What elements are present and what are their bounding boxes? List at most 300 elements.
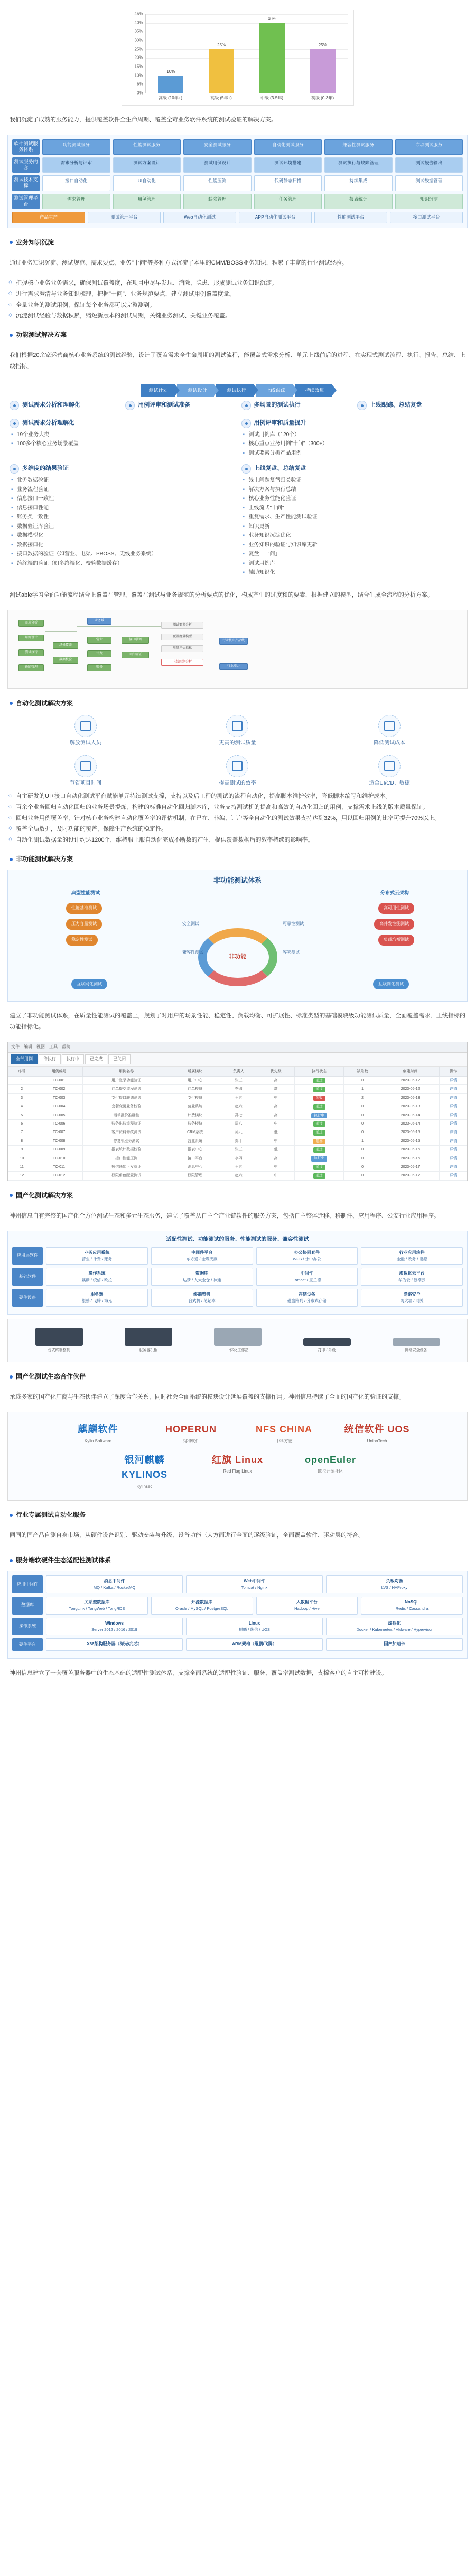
status-badge: 通过 xyxy=(313,1078,325,1083)
menu-edit[interactable]: 编辑 xyxy=(24,1044,32,1050)
table-cell: 账务出账流程验证 xyxy=(82,1119,170,1128)
table-cell: 赵六 xyxy=(220,1172,257,1180)
table-cell: 2023-05-17 xyxy=(381,1163,440,1171)
table-row[interactable] xyxy=(8,1172,467,1180)
section-title-tools: 行业专属测试自动化服务 xyxy=(0,1505,475,1521)
nonfunctional-paragraph: 建立了非功能测试体系，在质量性能测试的覆盖上，规划了对用户的场景性能、稳定性、负载均衡、可扩展性、标准类型的基础模块级功能测试质量，全面覆盖需求、上线指标的功能指标化。 xyxy=(10,1013,465,1031)
table-cell: 0 xyxy=(344,1146,381,1154)
wheel-pill: 互联网化测试 xyxy=(373,979,409,990)
pipeline-step: 测试执行 xyxy=(216,384,253,396)
table-cell: 0 xyxy=(344,1128,381,1137)
stack-cell-title: 国产加速卡 xyxy=(384,1641,405,1647)
row-action-link[interactable]: 详情 xyxy=(440,1154,467,1163)
status-badge: 执行中 xyxy=(311,1113,327,1118)
row-action-link[interactable]: 详情 xyxy=(440,1128,467,1137)
arch-cell: 功能测试服务 xyxy=(42,139,110,155)
col-title: 上线复盘、总结复盘 xyxy=(254,465,306,472)
table-cell: 2023-05-16 xyxy=(381,1154,440,1163)
partner-logo xyxy=(338,1422,417,1445)
arch-cell: 安全测试服务 xyxy=(183,139,252,155)
row-action-link[interactable]: 详情 xyxy=(440,1163,467,1171)
table-cell: 中 xyxy=(257,1093,294,1102)
stack-row xyxy=(12,1247,463,1265)
list-item: ▪ 跨终端的验证（如多终端化、校验数据缓存） xyxy=(17,559,234,569)
list-item: ◇ 全量业务的测试用例，保证每个业务都可以完整测到。 xyxy=(16,300,465,311)
stack-cell-title: 网络安全 xyxy=(403,1292,421,1297)
stack-cell xyxy=(326,1638,463,1650)
stack-cell-text: Docker / Kubernetes / VMware / Hypervisor xyxy=(356,1627,433,1632)
stack-cell-title: 存储设备 xyxy=(298,1292,315,1297)
list-item: ◇ 进行需求澄清与业务知识梳理，把握"十问"、业务规范要点，建立测试用例覆盖度量。 xyxy=(16,289,465,300)
table-cell: 中 xyxy=(257,1119,294,1128)
section-title-ecosystem: 国产化测试生态合作伙伴 xyxy=(0,1366,475,1383)
arch-cell: 任务管理 xyxy=(254,194,322,209)
table-cell: 郑十 xyxy=(220,1137,257,1145)
arch-tab[interactable]: Web自动化测试 xyxy=(163,212,236,223)
wheel-center-label: 非功能 xyxy=(229,954,246,960)
col-header: 用例编号 xyxy=(35,1067,82,1076)
table-cell xyxy=(294,1154,344,1163)
list-item: ▪ 核心重点业务用例"十问"（300+） xyxy=(249,439,466,449)
arch-tab[interactable]: 性能测试平台 xyxy=(314,212,387,223)
col-title: 上线跟踪、总结复盘 xyxy=(369,401,422,408)
stack-row-label: 硬件平台 xyxy=(12,1638,43,1650)
partner-logo xyxy=(105,1452,184,1490)
mindmap-node: 账务 xyxy=(87,664,111,672)
table-cell: 2 xyxy=(344,1093,381,1102)
test-flow-mindmap xyxy=(7,610,468,689)
list-item: ▪ 知识更新 xyxy=(249,522,466,532)
table-cell: TC-001 xyxy=(35,1076,82,1084)
stack-cell-text: Tomcat / 宝兰德 xyxy=(293,1277,321,1282)
table-cell: 李四 xyxy=(220,1085,257,1093)
tab-running[interactable]: 执行中 xyxy=(62,1054,84,1064)
arch-cell: 测试用例设计 xyxy=(183,157,252,173)
device-item xyxy=(393,1338,440,1353)
mindmap-node: 测试执行 xyxy=(18,649,44,657)
col-online-review xyxy=(241,464,466,578)
menu-help[interactable]: 帮助 xyxy=(62,1044,70,1050)
y-tick: 35% xyxy=(134,29,143,34)
row-action-link[interactable]: 详情 xyxy=(440,1172,467,1180)
table-cell: TC-004 xyxy=(35,1102,82,1111)
stack-cell-text: 麒麟 / 统信 / UOS xyxy=(239,1627,270,1632)
list-item: ▪ 核心业务性能化验证 xyxy=(249,494,466,504)
stack-cell-title: ARM架构（鲲鹏/飞腾） xyxy=(232,1641,277,1647)
bullet-dot-icon xyxy=(10,401,19,410)
table-row[interactable] xyxy=(8,1093,467,1102)
benefit-label: 降低测试成本 xyxy=(374,740,406,746)
list-item: ▪ 接口数据的验证（如营业、电渠、PBOSS、无线业务系统） xyxy=(17,550,234,559)
logo-caption: Kylin Software xyxy=(84,1438,112,1443)
row-action-link[interactable]: 详情 xyxy=(440,1085,467,1093)
bar-column xyxy=(209,43,234,93)
table-cell: 张三 xyxy=(220,1076,257,1084)
table-cell: 计费模块 xyxy=(170,1111,220,1119)
table-cell: 张三 xyxy=(220,1146,257,1154)
logo-caption: 欧拉开源社区 xyxy=(318,1469,343,1474)
table-cell xyxy=(294,1137,344,1145)
stack-cell xyxy=(46,1618,183,1636)
stack-row xyxy=(12,1597,463,1615)
stack-cell-title: 虚拟化云平台 xyxy=(399,1271,425,1276)
table-cell: 营业系统 xyxy=(170,1137,220,1145)
table-cell: 2 xyxy=(8,1085,35,1093)
table-cell: TC-007 xyxy=(35,1128,82,1137)
table-cell: 低 xyxy=(257,1128,294,1137)
arch-tab[interactable]: 产品生产 xyxy=(12,212,85,223)
status-badge: 失败 xyxy=(313,1096,325,1101)
mindmap-node: 营业 xyxy=(87,637,111,644)
table-cell: 支付模块 xyxy=(170,1093,220,1102)
table-cell: CRM系统 xyxy=(170,1128,220,1137)
stack-cell-title: 大数据平台 xyxy=(296,1599,318,1605)
table-cell: 12 xyxy=(8,1172,35,1180)
arch-cell: 报表统计 xyxy=(324,194,393,209)
stack-cell xyxy=(256,1247,358,1265)
stack-cell-title: 虚拟化 xyxy=(388,1620,401,1626)
arch-cell: 兼容性测试服务 xyxy=(324,139,393,155)
col-header: 用例名称 xyxy=(82,1067,170,1076)
menu-tools[interactable]: 工具 xyxy=(49,1044,58,1050)
table-cell: 2023-05-14 xyxy=(381,1119,440,1128)
stack-cell-text: 东方通 / 金蝶天燕 xyxy=(186,1256,218,1261)
stack-cell-text: 防火墙 / 网关 xyxy=(400,1298,424,1304)
status-badge: 通过 xyxy=(313,1087,325,1092)
arch-cell: UI自动化 xyxy=(113,175,181,191)
ring-label: 兼容性测试 xyxy=(182,950,203,955)
arch-tab[interactable]: 测试管理平台 xyxy=(88,212,161,223)
pipeline-note-col xyxy=(125,401,234,412)
mindmap-node: 接口联调 xyxy=(122,637,149,644)
mindmap-node: 回归验证 xyxy=(122,652,149,659)
logo-caption: Red Flag Linux xyxy=(223,1469,252,1474)
arch-row-label: 软件测试服务体系 xyxy=(12,139,40,155)
stack-title: 适配性测试、功能测试的服务、性能测试的服务、兼容性测试 xyxy=(166,1236,309,1242)
benefit-item xyxy=(43,715,128,748)
stack-cell xyxy=(256,1597,358,1615)
list-item: ▪ 辅助知识化 xyxy=(249,568,466,578)
logo-text: NFS CHINA xyxy=(256,1424,312,1435)
table-cell: 10 xyxy=(8,1154,35,1163)
check-icon xyxy=(241,419,251,428)
arch-cell: 用例管理 xyxy=(113,194,181,209)
col-title: 测试需求分析和理解化 xyxy=(22,401,80,408)
stack-cell xyxy=(151,1289,253,1307)
table-cell: 2023-05-13 xyxy=(381,1093,440,1102)
table-row[interactable] xyxy=(8,1111,467,1119)
table-cell: 报表统计数据校验 xyxy=(82,1146,170,1154)
stack-cell-text: Tomcat / Nginx xyxy=(241,1585,268,1590)
table-cell: 订单模块 xyxy=(170,1085,220,1093)
stack-cell-title: 办公协同套件 xyxy=(294,1250,320,1255)
wheel-pill: 高可用性测试 xyxy=(378,903,414,914)
table-cell: 高 xyxy=(257,1154,294,1163)
table-cell: 高 xyxy=(257,1076,294,1084)
table-cell: 8 xyxy=(8,1137,35,1145)
table-row[interactable] xyxy=(8,1163,467,1171)
benefit-item xyxy=(195,755,280,788)
status-badge: 阻塞 xyxy=(313,1139,325,1144)
benefit-label: 适合UI/CD、敏捷 xyxy=(369,780,410,786)
stack-cell-title: 开源数据库 xyxy=(191,1599,213,1605)
table-cell: 2023-05-16 xyxy=(381,1146,440,1154)
mindmap-node: 数据校验 xyxy=(53,657,78,664)
chart-y-axis xyxy=(127,11,145,96)
stack-row xyxy=(12,1618,463,1636)
logo-text: 统信软件 UOS xyxy=(344,1424,410,1435)
table-row[interactable] xyxy=(8,1154,467,1163)
table-cell xyxy=(294,1093,344,1102)
cicd-icon xyxy=(378,755,401,777)
stack-cell-text: Hadoop / Hive xyxy=(294,1606,320,1611)
tab-pending[interactable]: 待执行 xyxy=(39,1054,61,1064)
list-item: ▪ 测试用例库 xyxy=(249,559,466,569)
status-badge: 执行中 xyxy=(311,1156,327,1161)
row-action-link[interactable]: 详情 xyxy=(440,1102,467,1111)
tool-tabs xyxy=(8,1053,467,1067)
wheel-subtitle-left: 典型性能测试 xyxy=(71,890,100,896)
mindmap-node: 测试要素分析 xyxy=(161,622,203,629)
stack-cell-text: 营业 / 计费 / 账务 xyxy=(81,1256,113,1261)
stack-cell xyxy=(361,1268,463,1286)
stack-cell xyxy=(186,1618,323,1636)
stack-cell xyxy=(361,1597,463,1615)
table-cell: 高 xyxy=(257,1102,294,1111)
list-item: ▪ 数据验证库验证 xyxy=(17,522,234,532)
row-action-link[interactable]: 详情 xyxy=(440,1093,467,1102)
report-icon xyxy=(241,464,251,474)
logo-caption: Kylinsec xyxy=(136,1484,153,1489)
table-cell: 2023-05-12 xyxy=(381,1085,440,1093)
status-badge: 通过 xyxy=(313,1173,325,1178)
table-cell: TC-002 xyxy=(35,1085,82,1093)
col-requirement-analysis xyxy=(10,419,234,458)
bar-value-label: 25% xyxy=(318,43,327,48)
stack-cell-text: Redis / Cassandra xyxy=(395,1606,429,1611)
table-cell: 消息中心 xyxy=(170,1163,220,1171)
device-item xyxy=(125,1328,172,1353)
intro-paragraph: 我们沉淀了成熟的服务能力，提供覆盖软件全生命周期、覆盖全苛业务软件系统的测试验证的解决方案。 xyxy=(10,116,277,123)
list-item: ▪ 测试用例库（120个） xyxy=(249,430,466,440)
tool-menubar xyxy=(8,1042,467,1053)
stack-cell-text: 达梦 / 人大金仓 / 神通 xyxy=(182,1277,221,1282)
logo-caption: 润和软件 xyxy=(182,1438,200,1443)
arch-row xyxy=(12,194,463,209)
table-row[interactable] xyxy=(8,1085,467,1093)
col-header: 缺陷数 xyxy=(344,1067,381,1076)
stack-cell-title: 负载均衡 xyxy=(386,1579,403,1584)
stack-row xyxy=(12,1638,463,1650)
stack-cell-text: 华为云 / 浪潮云 xyxy=(398,1277,426,1282)
list-item: ▪ 账务类一致性 xyxy=(17,513,234,522)
table-cell: 0 xyxy=(344,1154,381,1163)
stack-cell-title: 数据库 xyxy=(195,1271,209,1276)
section-title-techstack: 服务端软硬件生态适配性测试体系 xyxy=(0,1550,475,1567)
arch-bottom-tabs xyxy=(12,212,463,223)
bullet-dot-icon xyxy=(125,401,135,410)
wheel-subtitle-right: 分布式云架构 xyxy=(380,890,409,896)
logo-caption: 中科方德 xyxy=(275,1438,293,1443)
bar-column xyxy=(158,69,183,93)
stack-cell xyxy=(151,1247,253,1265)
table-cell: 5 xyxy=(8,1111,35,1119)
device-label: 服务器机柜 xyxy=(139,1348,157,1352)
arch-row xyxy=(12,175,463,191)
arch-cell: 性能压测 xyxy=(183,175,252,191)
logo-text: 红旗 Linux xyxy=(212,1454,263,1465)
row-action-link[interactable]: 详情 xyxy=(440,1119,467,1128)
stack-row-label: 操作系统 xyxy=(12,1618,43,1636)
list-item: ▪ 信息接口性能 xyxy=(17,504,234,513)
mindmap-node: 场景覆盖 xyxy=(53,642,78,649)
row-action-link[interactable]: 详情 xyxy=(440,1146,467,1154)
col-title: 多场景的测试执行 xyxy=(254,401,301,408)
stack-cell xyxy=(151,1268,253,1286)
stack-cell-title: 业务应用系统 xyxy=(84,1250,110,1255)
table-row[interactable] xyxy=(8,1119,467,1128)
mindmap-node: 覆盖度量模型 xyxy=(161,634,203,641)
wheel-pill: 负载均衡测试 xyxy=(378,935,414,946)
table-cell: 短信通知下发验证 xyxy=(82,1163,170,1171)
arch-cell: 自动化测试服务 xyxy=(254,139,322,155)
mindmap-node: 行业核心产品线 xyxy=(219,638,248,645)
twocol-block-1 xyxy=(0,416,475,461)
arch-tab[interactable]: APP自动化测试平台 xyxy=(239,212,312,223)
stack-cell-text: Oracle / MySQL / PostgreSQL xyxy=(175,1606,229,1611)
arch-cell: 缺陷管理 xyxy=(183,194,252,209)
arch-cell: 知识沉淀 xyxy=(395,194,463,209)
table-cell: 0 xyxy=(344,1163,381,1171)
pipeline-note-col xyxy=(10,401,118,412)
table-cell xyxy=(294,1119,344,1128)
speed-icon xyxy=(226,755,248,777)
stack-cell-title: 关系型数据库 xyxy=(84,1599,110,1605)
list-item: ▪ 业务知识沉淀优化 xyxy=(249,531,466,541)
benefit-item xyxy=(347,755,432,788)
list-item: ▪ 数据模型化 xyxy=(17,531,234,541)
list-item: ▪ 信息接口一致性 xyxy=(17,494,234,504)
bullet-dot-icon xyxy=(241,401,251,410)
col-header: 所属模块 xyxy=(170,1067,220,1076)
logo-text: HOPERUN xyxy=(165,1424,217,1435)
nonfunctional-wheel-diagram xyxy=(7,870,468,1002)
mindmap-node: 质量评估指标 xyxy=(161,645,203,653)
partner-logo xyxy=(291,1452,370,1490)
table-row[interactable] xyxy=(8,1102,467,1111)
arch-cell: 测试执行与缺陷管理 xyxy=(324,157,393,173)
table-cell: 赵六 xyxy=(220,1102,257,1111)
stack-cell-title: Linux xyxy=(248,1620,260,1626)
table-cell: TC-011 xyxy=(35,1163,82,1171)
table-cell: 2023-05-17 xyxy=(381,1172,440,1180)
bar-column xyxy=(259,16,285,93)
stack-cell xyxy=(151,1597,253,1615)
printer-icon xyxy=(303,1338,351,1346)
table-cell: 吴九 xyxy=(220,1128,257,1137)
menu-file[interactable]: 文件 xyxy=(11,1044,20,1050)
table-cell xyxy=(294,1076,344,1084)
stack-cell xyxy=(46,1247,148,1265)
benefit-label: 提高测试的效率 xyxy=(219,780,256,786)
stack-cell-text: Server 2012 / 2016 / 2019 xyxy=(91,1627,137,1632)
table-row[interactable] xyxy=(8,1146,467,1154)
table-row[interactable] xyxy=(8,1137,467,1145)
stack-cell xyxy=(326,1618,463,1636)
stack-row-label: 应用中间件 xyxy=(12,1575,43,1593)
partner-logo xyxy=(245,1422,324,1445)
table-cell: 0 xyxy=(344,1111,381,1119)
table-cell: 客户资料修改测试 xyxy=(82,1128,170,1137)
table-cell: 1 xyxy=(344,1085,381,1093)
arch-tab[interactable]: 接口测试平台 xyxy=(390,212,463,223)
device-photo-row xyxy=(7,1319,468,1362)
stack-cell xyxy=(326,1575,463,1593)
col-title: 测试需求分析理解化 xyxy=(22,419,74,426)
row-action-link[interactable]: 详情 xyxy=(440,1137,467,1145)
table-cell: 3 xyxy=(8,1093,35,1102)
table-cell: 孙七 xyxy=(220,1111,257,1119)
tab-done[interactable]: 已完成 xyxy=(85,1054,107,1064)
device-label: 打印 / 外设 xyxy=(318,1348,336,1352)
mindmap-node: 上线问题分析 xyxy=(161,659,203,666)
table-cell: TC-005 xyxy=(35,1111,82,1119)
list-item: ◇ 自主研发的UI+接口自动化测试平台赋能单元持续测试支撑，支持以及后工程的测试的流程自动化，提高脚本维护效率，降低脚本编写和维护成本。 xyxy=(16,791,465,802)
server-rack-icon xyxy=(125,1328,172,1346)
tab-all-cases[interactable]: 全部用例 xyxy=(11,1054,38,1064)
table-cell: 11 xyxy=(8,1163,35,1171)
list-item: ▪ 重复需求、生产性能测试验证 xyxy=(249,513,466,522)
stack-cell-text: 磁盘阵列 / 分布式存储 xyxy=(287,1298,327,1304)
col-header: 创建时间 xyxy=(381,1067,440,1076)
wheel-pill: 高并发性能测试 xyxy=(374,919,414,930)
network-device-icon xyxy=(393,1338,440,1346)
table-row[interactable] xyxy=(8,1076,467,1084)
table-cell: 0 xyxy=(344,1119,381,1128)
table-cell: 高 xyxy=(257,1111,294,1119)
benefit-label: 节省项目时间 xyxy=(69,780,101,786)
tools-paragraph: 同国的国产品自测自身市场，从硬件设备识别、驱动安装与升级、设备功能三大方面进行全面的逐级验证，全面覆盖软件、驱动层的符合。 xyxy=(10,1532,364,1539)
localization-stack-diagram xyxy=(7,1231,468,1315)
pipeline-step: 测试设计 xyxy=(177,384,214,396)
table-header-row xyxy=(8,1067,467,1076)
row-action-link[interactable]: 详情 xyxy=(440,1076,467,1084)
pipeline-step: 持续改进 xyxy=(295,384,332,396)
benefit-item xyxy=(43,755,128,788)
x-tick: 高级 (5年+) xyxy=(210,96,232,100)
automation-bullet-list xyxy=(16,791,465,846)
status-badge: 通过 xyxy=(313,1147,325,1153)
table-cell: 营业系统 xyxy=(170,1102,220,1111)
wheel-pill: 互联网化测试 xyxy=(71,979,107,990)
table-cell: 周八 xyxy=(220,1119,257,1128)
twocol-block-2 xyxy=(0,461,475,581)
stack-row-label: 数据库 xyxy=(12,1597,43,1615)
row-action-link[interactable]: 详情 xyxy=(440,1111,467,1119)
stack-cell-title: 消息中间件 xyxy=(104,1579,125,1584)
col-header: 执行状态 xyxy=(294,1067,344,1076)
menu-view[interactable]: 视图 xyxy=(36,1044,45,1050)
test-case-table xyxy=(8,1067,467,1181)
automation-benefit-row-2 xyxy=(0,750,475,790)
status-badge: 通过 xyxy=(313,1130,325,1135)
table-cell: 用户登录功能验证 xyxy=(82,1076,170,1084)
table-row[interactable] xyxy=(8,1128,467,1137)
tab-closed[interactable]: 已关闭 xyxy=(108,1054,131,1064)
partner-logo xyxy=(59,1422,138,1445)
localization-paragraph: 神州信息自有完整的国产化全方位测试生态和多元生态服务，建立了覆盖从自主全产业链软件的服务方案，包括自主整体迁移、移制件、应用程序、公安行业应用程序。 xyxy=(10,1212,440,1219)
status-badge: 通过 xyxy=(313,1104,325,1109)
